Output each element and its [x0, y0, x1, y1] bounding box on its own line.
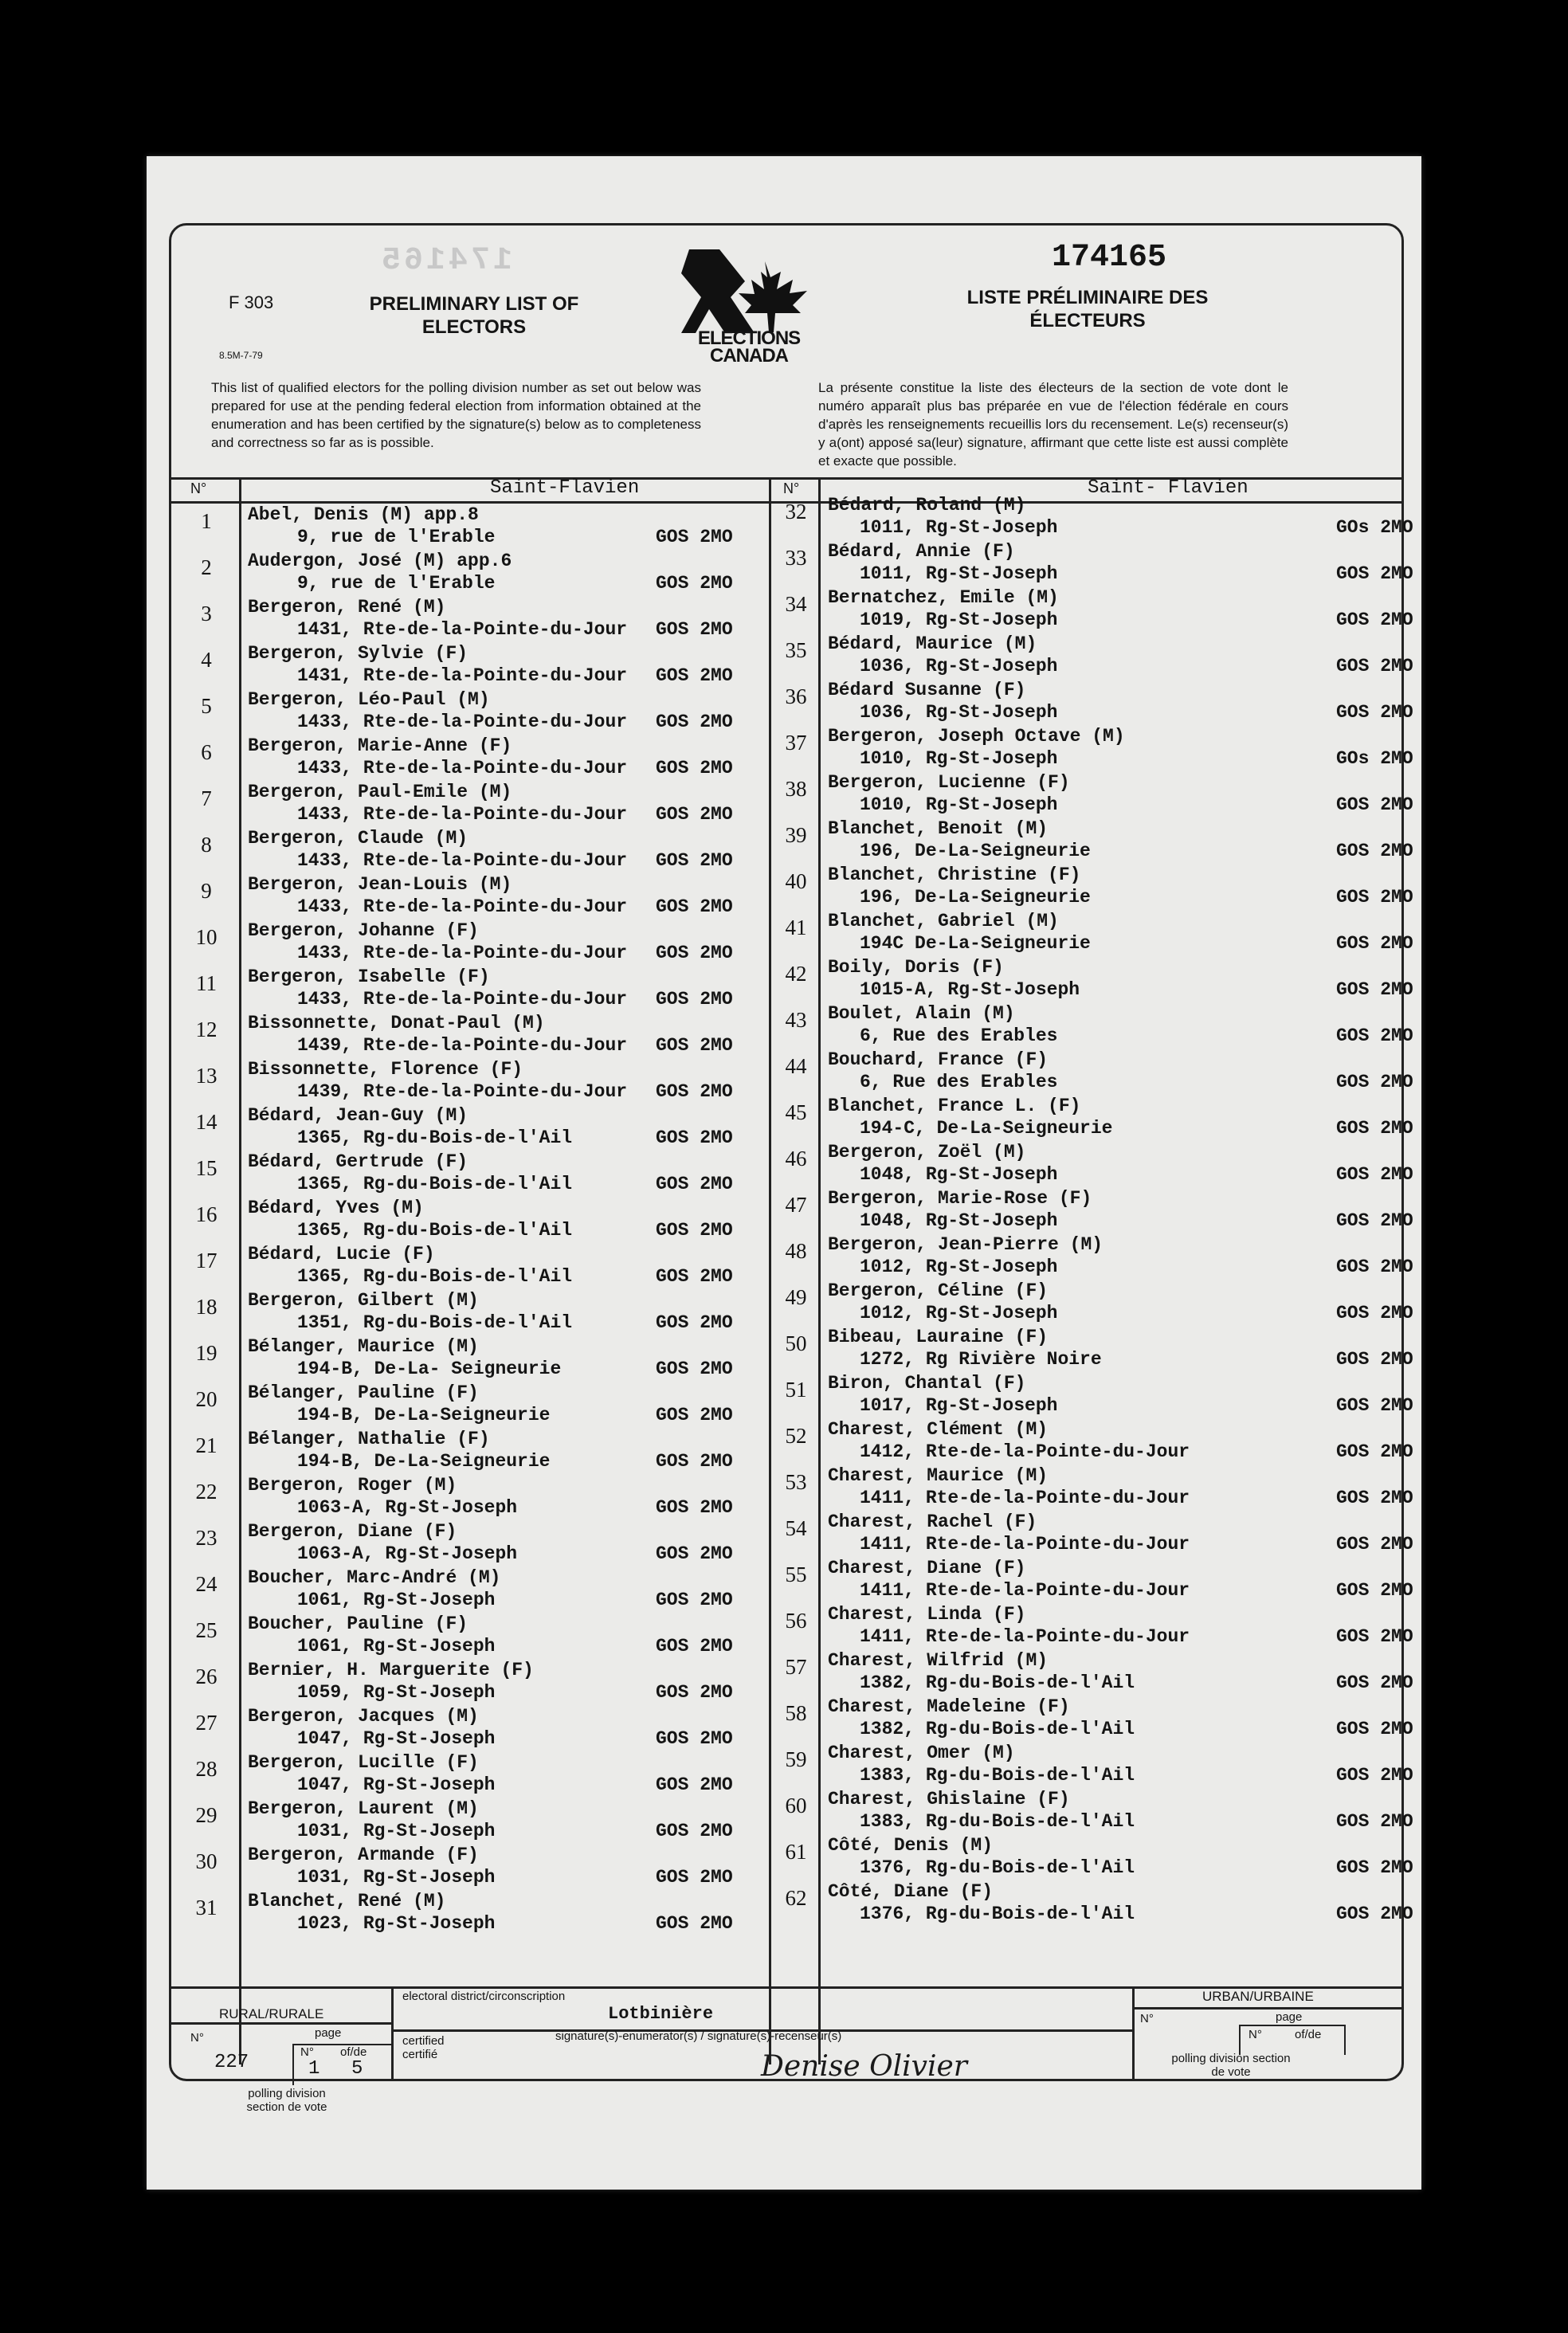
- elector-number: 32: [785, 500, 807, 523]
- elector-address: 1010, Rg-St-Joseph: [860, 794, 1058, 815]
- elector-name: Bergeron, Léo-Paul (M): [248, 689, 490, 710]
- elector-address: 1433, Rte-de-la-Pointe-du-Jour: [297, 804, 628, 825]
- elector-postal-code: GOS 2MO: [1336, 610, 1413, 630]
- elector-address: 1047, Rg-St-Joseph: [297, 1774, 496, 1795]
- elector-number: 28: [195, 1757, 218, 1781]
- elector-address: 194-B, De-La-Seigneurie: [297, 1405, 551, 1425]
- elector-name: Audergon, José (M) app.6: [248, 551, 512, 571]
- elector-postal-code: GOS 2MO: [1336, 887, 1413, 908]
- elector-name: Bergeron, Céline (F): [828, 1280, 1049, 1301]
- elector-address: 1063-A, Rg-St-Joseph: [297, 1543, 518, 1564]
- elector-number: 14: [195, 1110, 218, 1134]
- elector-number: 40: [785, 869, 807, 893]
- elector-number: 16: [195, 1202, 218, 1226]
- elector-number: 9: [201, 879, 212, 903]
- form-code: F 303: [229, 292, 274, 312]
- elector-address: 1412, Rte-de-la-Pointe-du-Jour: [860, 1441, 1190, 1462]
- elector-postal-code: GOS 2MO: [656, 1913, 733, 1934]
- elector-postal-code: GOS 2MO: [1336, 1164, 1413, 1185]
- elector-postal-code: GOS 2MO: [1336, 1118, 1413, 1139]
- elector-postal-code: GOS 2MO: [1336, 1626, 1413, 1647]
- elector-address: 1365, Rg-du-Bois-de-l'Ail: [297, 1266, 573, 1287]
- elector-postal-code: GOS 2MO: [1336, 1257, 1413, 1277]
- elector-name: Bergeron, Roger (M): [248, 1475, 457, 1496]
- elector-name: Blanchet, Gabriel (M): [828, 911, 1059, 931]
- elector-name: Bibeau, Lauraine (F): [828, 1327, 1049, 1347]
- elector-name: Boucher, Marc-André (M): [248, 1567, 501, 1588]
- elector-address: 1036, Rg-St-Joseph: [860, 656, 1058, 676]
- elector-postal-code: GOS 2MO: [1336, 1765, 1413, 1786]
- elector-address: 1010, Rg-St-Joseph: [860, 748, 1058, 769]
- elector-number: 62: [785, 1886, 807, 1910]
- elector-address: 1011, Rg-St-Joseph: [860, 563, 1058, 584]
- elector-name: Bissonnette, Donat-Paul (M): [248, 1013, 545, 1033]
- elector-address: 1012, Rg-St-Joseph: [860, 1303, 1058, 1323]
- elector-address: 1048, Rg-St-Joseph: [860, 1210, 1058, 1231]
- elector-address: 1433, Rte-de-la-Pointe-du-Jour: [297, 989, 628, 1010]
- elector-address: 1431, Rte-de-la-Pointe-du-Jour: [297, 619, 628, 640]
- elector-name: Charest, Diane (F): [828, 1558, 1026, 1578]
- elector-postal-code: GOS 2MO: [656, 1682, 733, 1703]
- elector-number: 8: [201, 833, 212, 857]
- elector-name: Côté, Denis (M): [828, 1835, 994, 1856]
- elector-postal-code: GOS 2MO: [1336, 1025, 1413, 1046]
- elector-address: 194-C, De-La-Seigneurie: [860, 1118, 1113, 1139]
- elector-name: Boucher, Pauline (F): [248, 1613, 468, 1634]
- elector-postal-code: GOS 2MO: [656, 619, 733, 640]
- right-no-header: N°: [783, 480, 800, 496]
- title-english: PRELIMINARY LIST OF ELECTORS: [369, 293, 579, 338]
- serial-number: 174165: [1052, 240, 1167, 276]
- elector-address: 1382, Rg-du-Bois-de-l'Ail: [860, 1672, 1135, 1693]
- elector-name: Bergeron, Laurent (M): [248, 1798, 479, 1819]
- elector-address: 1433, Rte-de-la-Pointe-du-Jour: [297, 943, 628, 963]
- elector-name: Bergeron, Jacques (M): [248, 1706, 479, 1727]
- elector-address: 1023, Rg-St-Joseph: [297, 1913, 496, 1934]
- elector-address: 1439, Rte-de-la-Pointe-du-Jour: [297, 1035, 628, 1056]
- elector-address: 1036, Rg-St-Joseph: [860, 702, 1058, 723]
- elector-address: 6, Rue des Erables: [860, 1025, 1058, 1046]
- page-no-label: N°: [300, 2045, 314, 2059]
- elector-number: 10: [195, 925, 218, 949]
- elector-number: 5: [201, 694, 212, 718]
- elector-address: 196, De-La-Seigneurie: [860, 841, 1091, 861]
- elector-postal-code: GOS 2MO: [656, 665, 733, 686]
- elector-number: 3: [201, 602, 212, 625]
- elections-canada-logo: [681, 249, 817, 369]
- elector-address: 1059, Rg-St-Joseph: [297, 1682, 496, 1703]
- elector-number: 56: [785, 1609, 807, 1633]
- elector-name: Blanchet, Christine (F): [828, 865, 1081, 885]
- elector-address: 1433, Rte-de-la-Pointe-du-Jour: [297, 712, 628, 732]
- elector-postal-code: GOS 2MO: [1336, 979, 1413, 1000]
- elector-number: 38: [785, 777, 807, 801]
- elector-name: Bergeron, Gilbert (M): [248, 1290, 479, 1311]
- elector-name: Bergeron, Zoël (M): [828, 1142, 1026, 1163]
- elector-name: Bergeron, Lucienne (F): [828, 772, 1070, 793]
- elector-name: Bédard, Maurice (M): [828, 633, 1037, 654]
- elector-postal-code: GOs 2MO: [1336, 748, 1413, 769]
- elector-number: 37: [785, 731, 807, 755]
- polling-number: 227: [214, 2052, 249, 2073]
- elector-postal-code: GOS 2MO: [656, 1636, 733, 1657]
- elector-number: 52: [785, 1424, 807, 1448]
- elector-name: Charest, Linda (F): [828, 1604, 1026, 1625]
- elector-address: 9, rue de l'Erable: [297, 527, 496, 547]
- urban-page-label: page: [1276, 2010, 1303, 2024]
- elector-address: 9, rue de l'Erable: [297, 573, 496, 594]
- elector-postal-code: GOS 2MO: [656, 1127, 733, 1148]
- elector-name: Bélanger, Maurice (M): [248, 1336, 479, 1357]
- footer-divider-right: [1132, 1986, 1135, 2080]
- elector-postal-code: GOS 2MO: [656, 1451, 733, 1472]
- elector-address: 1376, Rg-du-Bois-de-l'Ail: [860, 1904, 1135, 1924]
- elector-name: Charest, Ghislaine (F): [828, 1789, 1070, 1810]
- elector-number: 61: [785, 1840, 807, 1864]
- elector-number: 1: [201, 509, 212, 533]
- elector-postal-code: GOS 2MO: [1336, 656, 1413, 676]
- elector-number: 21: [195, 1433, 218, 1457]
- elector-number: 50: [785, 1331, 807, 1355]
- elector-number: 59: [785, 1747, 807, 1771]
- elector-name: Bédard, Yves (M): [248, 1198, 424, 1218]
- elector-number: 13: [195, 1064, 218, 1088]
- elector-number: 31: [195, 1896, 218, 1919]
- elector-name: Bergeron, Jean-Louis (M): [248, 874, 512, 895]
- elector-address: 1382, Rg-du-Bois-de-l'Ail: [860, 1719, 1135, 1739]
- elector-number: 19: [195, 1341, 218, 1365]
- elector-name: Bédard, Annie (F): [828, 541, 1015, 562]
- elector-postal-code: GOS 2MO: [656, 989, 733, 1010]
- elector-postal-code: GOS 2MO: [1336, 1072, 1413, 1092]
- logo-text-1: ELECTIONS: [697, 327, 801, 349]
- elector-postal-code: GOS 2MO: [656, 712, 733, 732]
- elector-address: 1017, Rg-St-Joseph: [860, 1395, 1058, 1416]
- left-no-header: N°: [190, 480, 207, 496]
- elector-postal-code: GOS 2MO: [656, 1174, 733, 1194]
- elector-name: Bergeron, Diane (F): [248, 1521, 457, 1542]
- elector-address: 194-B, De-La- Seigneurie: [297, 1359, 562, 1379]
- elector-number: 11: [196, 971, 217, 995]
- urban-no-label: N°: [1140, 2012, 1154, 2025]
- elector-number: 41: [785, 916, 807, 939]
- elector-number: 27: [195, 1711, 218, 1735]
- elector-name: Abel, Denis (M) app.8: [248, 504, 479, 525]
- elector-postal-code: GOS 2MO: [656, 896, 733, 917]
- elector-postal-code: GOS 2MO: [1336, 1672, 1413, 1693]
- urban-polling-label: polling division section de vote: [1171, 2052, 1291, 2079]
- elector-postal-code: GOS 2MO: [1336, 1904, 1413, 1924]
- elector-number: 23: [195, 1526, 218, 1550]
- elector-postal-code: GOS 2MO: [656, 1359, 733, 1379]
- elector-number: 29: [195, 1803, 218, 1827]
- elector-number: 57: [785, 1655, 807, 1679]
- elector-address: 1433, Rte-de-la-Pointe-du-Jour: [297, 896, 628, 917]
- elector-number: 17: [195, 1249, 218, 1272]
- right-locality: Saint- Flavien: [1088, 477, 1249, 499]
- elector-name: Bergeron, Joseph Octave (M): [828, 726, 1125, 747]
- elector-name: Bernier, H. Marguerite (F): [248, 1660, 534, 1680]
- elector-number: 26: [195, 1664, 218, 1688]
- electors-left-column: [171, 504, 769, 2050]
- elector-postal-code: GOS 2MO: [1336, 1395, 1413, 1416]
- elector-postal-code: GOS 2MO: [1336, 1719, 1413, 1739]
- elector-number: 39: [785, 823, 807, 847]
- elector-number: 49: [785, 1285, 807, 1309]
- enumerator-signature: Denise Olivier: [761, 2050, 967, 2083]
- elector-postal-code: GOS 2MO: [656, 1266, 733, 1287]
- ghost-serial: 174165: [378, 243, 513, 279]
- elector-address: 196, De-La-Seigneurie: [860, 887, 1091, 908]
- elector-name: Blanchet, France L. (F): [828, 1096, 1081, 1116]
- elector-number: 46: [785, 1147, 807, 1170]
- elector-address: 194C De-La-Seigneurie: [860, 933, 1091, 954]
- elector-postal-code: GOS 2MO: [656, 1035, 733, 1056]
- elector-postal-code: GOS 2MO: [1336, 1210, 1413, 1231]
- elector-postal-code: GOS 2MO: [1336, 1349, 1413, 1370]
- elector-postal-code: GOS 2MO: [656, 1497, 733, 1518]
- elector-number: 35: [785, 638, 807, 662]
- elector-postal-code: GOS 2MO: [1336, 1303, 1413, 1323]
- elector-postal-code: GOS 2MO: [656, 1590, 733, 1610]
- elector-postal-code: GOS 2MO: [1336, 1811, 1413, 1832]
- elector-postal-code: GOS 2MO: [656, 943, 733, 963]
- elector-postal-code: GOS 2MO: [656, 1728, 733, 1749]
- elector-number: 44: [785, 1054, 807, 1078]
- elector-address: 1061, Rg-St-Joseph: [297, 1590, 496, 1610]
- elector-address: 1063-A, Rg-St-Joseph: [297, 1497, 518, 1518]
- elector-address: 1011, Rg-St-Joseph: [860, 517, 1058, 538]
- elector-name: Charest, Madeleine (F): [828, 1696, 1070, 1717]
- elector-name: Bédard Susanne (F): [828, 680, 1026, 700]
- district-label: electoral district/circonscription: [402, 1990, 566, 2003]
- elector-name: Bergeron, Marie-Anne (F): [248, 735, 512, 756]
- elector-number: 36: [785, 684, 807, 708]
- elector-address: 1411, Rte-de-la-Pointe-du-Jour: [860, 1488, 1190, 1508]
- elector-number: 4: [201, 648, 212, 672]
- elector-address: 1351, Rg-du-Bois-de-l'Ail: [297, 1312, 573, 1333]
- footer-divider-left: [391, 1986, 394, 2080]
- elector-number: 33: [785, 546, 807, 570]
- elector-name: Bissonnette, Florence (F): [248, 1059, 523, 1080]
- elector-address: 1433, Rte-de-la-Pointe-du-Jour: [297, 758, 628, 778]
- elector-address: 1048, Rg-St-Joseph: [860, 1164, 1058, 1185]
- elector-name: Bernatchez, Emile (M): [828, 587, 1059, 608]
- elector-name: Bergeron, Johanne (F): [248, 920, 479, 941]
- elector-name: Charest, Wilfrid (M): [828, 1650, 1049, 1671]
- rural-rule: [171, 2022, 391, 2025]
- elector-postal-code: GOS 2MO: [1336, 1441, 1413, 1462]
- document-sheet: [147, 156, 1421, 2190]
- elector-postal-code: GOS 2MO: [1336, 933, 1413, 954]
- left-locality: Saint-Flavien: [490, 477, 640, 499]
- elector-address: 1376, Rg-du-Bois-de-l'Ail: [860, 1857, 1135, 1878]
- elector-number: 51: [785, 1378, 807, 1402]
- elector-postal-code: GOS 2MO: [656, 527, 733, 547]
- elector-number: 18: [195, 1295, 218, 1319]
- district-name: Lotbinière: [608, 2004, 714, 2024]
- elector-number: 30: [195, 1849, 218, 1873]
- elector-postal-code: GOS 2MO: [656, 1081, 733, 1102]
- page-of-label: of/de: [340, 2045, 367, 2059]
- rural-page-label: page: [315, 2026, 342, 2040]
- elector-address: 194-B, De-La-Seigneurie: [297, 1451, 551, 1472]
- elector-postal-code: GOS 2MO: [656, 1867, 733, 1888]
- elector-name: Bergeron, Armande (F): [248, 1845, 479, 1865]
- elector-name: Bédard, Gertrude (F): [248, 1151, 468, 1172]
- page-total: 5: [351, 2058, 363, 2080]
- intro-french: La présente constitue la liste des électeurs de la section de vote dont le numéro apparaît plus bas préparée en vue de l'élection fédérale en cours d'après les renseignements recueillis lors du recensement. Le(s) recenseur(s) y a(ont) apposé sa(leur) signature, affirmant que cette liste est aussi complète et exacte que possible.: [818, 380, 1288, 469]
- elector-number: 12: [195, 1018, 218, 1041]
- maple-leaf-x-icon: [681, 249, 817, 337]
- elector-postal-code: GOS 2MO: [656, 804, 733, 825]
- rural-no-label: N°: [190, 2031, 204, 2045]
- elector-name: Blanchet, Benoit (M): [828, 818, 1049, 839]
- elector-name: Charest, Maurice (M): [828, 1465, 1049, 1486]
- elector-address: 1383, Rg-du-Bois-de-l'Ail: [860, 1765, 1135, 1786]
- electors-right-column: [769, 495, 1413, 2041]
- elector-postal-code: GOS 2MO: [656, 1312, 733, 1333]
- elector-postal-code: GOS 2MO: [1336, 702, 1413, 723]
- elector-postal-code: GOS 2MO: [1336, 794, 1413, 815]
- elector-postal-code: GOs 2MO: [1336, 517, 1413, 538]
- elector-address: 1383, Rg-du-Bois-de-l'Ail: [860, 1811, 1135, 1832]
- elector-name: Bédard, Jean-Guy (M): [248, 1105, 468, 1126]
- elector-postal-code: GOS 2MO: [656, 573, 733, 594]
- elector-number: 48: [785, 1239, 807, 1263]
- elector-address: 1411, Rte-de-la-Pointe-du-Jour: [860, 1580, 1190, 1601]
- elector-number: 2: [201, 555, 212, 579]
- rural-label: RURAL/RURALE: [219, 2006, 324, 2021]
- elector-postal-code: GOS 2MO: [656, 1405, 733, 1425]
- elector-name: Bédard, Lucie (F): [248, 1244, 435, 1265]
- elector-postal-code: GOS 2MO: [656, 1821, 733, 1841]
- elector-name: Boulet, Alain (M): [828, 1003, 1015, 1024]
- logo-text-2: CANADA: [710, 345, 788, 367]
- elector-number: 25: [195, 1618, 218, 1642]
- elector-postal-code: GOS 2MO: [656, 1220, 733, 1241]
- elector-number: 6: [201, 740, 212, 764]
- signature-label: signature(s)-enumerator(s) / signature(s)-recenseur(s): [555, 2029, 842, 2043]
- print-code: 8.5M-7-79: [219, 350, 263, 361]
- elector-number: 58: [785, 1701, 807, 1725]
- elector-name: Bergeron, Jean-Pierre (M): [828, 1234, 1103, 1255]
- elector-number: 43: [785, 1008, 807, 1032]
- elector-postal-code: GOS 2MO: [1336, 1534, 1413, 1555]
- elector-address: 1365, Rg-du-Bois-de-l'Ail: [297, 1127, 573, 1148]
- elector-address: 1439, Rte-de-la-Pointe-du-Jour: [297, 1081, 628, 1102]
- elector-address: 1411, Rte-de-la-Pointe-du-Jour: [860, 1626, 1190, 1647]
- elector-name: Bergeron, Marie-Rose (F): [828, 1188, 1092, 1209]
- elector-postal-code: GOS 2MO: [656, 1543, 733, 1564]
- certified-label: certified certifié: [402, 2034, 445, 2061]
- elector-name: Bouchard, France (F): [828, 1049, 1049, 1070]
- title-french: LISTE PRÉLIMINAIRE DES ÉLECTEURS: [966, 287, 1209, 331]
- elector-number: 53: [785, 1470, 807, 1494]
- elector-address: 1365, Rg-du-Bois-de-l'Ail: [297, 1220, 573, 1241]
- elector-number: 34: [785, 592, 807, 616]
- elector-address: 1031, Rg-St-Joseph: [297, 1821, 496, 1841]
- elector-name: Boily, Doris (F): [828, 957, 1004, 978]
- elector-number: 45: [785, 1100, 807, 1124]
- elector-address: 1365, Rg-du-Bois-de-l'Ail: [297, 1174, 573, 1194]
- elector-number: 47: [785, 1193, 807, 1217]
- elector-number: 55: [785, 1563, 807, 1586]
- elector-postal-code: GOS 2MO: [656, 758, 733, 778]
- intro-english: This list of qualified electors for the polling division number as set out below was prepared for use at the pending federal election from information obtained at the enumeration and has been certified by the signature(s) below as to completeness and correctness so far as is possible.: [211, 380, 701, 450]
- elector-address: 1047, Rg-St-Joseph: [297, 1728, 496, 1749]
- elector-address: 1433, Rte-de-la-Pointe-du-Jour: [297, 850, 628, 871]
- elector-postal-code: GOS 2MO: [1336, 563, 1413, 584]
- elector-address: 1012, Rg-St-Joseph: [860, 1257, 1058, 1277]
- elector-address: 1431, Rte-de-la-Pointe-du-Jour: [297, 665, 628, 686]
- elector-name: Bergeron, Isabelle (F): [248, 967, 490, 987]
- elector-number: 42: [785, 962, 807, 986]
- page-number: 1: [308, 2058, 320, 2080]
- elector-number: 60: [785, 1794, 807, 1817]
- elector-number: 22: [195, 1480, 218, 1504]
- elector-name: Bélanger, Nathalie (F): [248, 1429, 490, 1449]
- elector-name: Bergeron, Paul-Emile (M): [248, 782, 512, 802]
- elector-name: Bergeron, René (M): [248, 597, 446, 618]
- elector-postal-code: GOS 2MO: [1336, 1488, 1413, 1508]
- elector-postal-code: GOS 2MO: [656, 1774, 733, 1795]
- elector-name: Biron, Chantal (F): [828, 1373, 1026, 1394]
- elector-number: 20: [195, 1387, 218, 1411]
- polling-division-label: polling division section de vote: [246, 2087, 327, 2114]
- elector-postal-code: GOS 2MO: [1336, 1857, 1413, 1878]
- elector-number: 24: [195, 1572, 218, 1596]
- elector-name: Charest, Rachel (F): [828, 1512, 1037, 1532]
- urban-page-no-label: N°: [1249, 2028, 1262, 2041]
- elector-name: Côté, Diane (F): [828, 1881, 994, 1902]
- form-frame: [169, 223, 1413, 2114]
- elector-number: 54: [785, 1516, 807, 1540]
- elector-name: Bergeron, Sylvie (F): [248, 643, 468, 664]
- urban-rule: [1132, 2007, 1401, 2010]
- elector-postal-code: GOS 2MO: [656, 850, 733, 871]
- elector-address: 1272, Rg Rivière Noire: [860, 1349, 1102, 1370]
- elector-name: Charest, Omer (M): [828, 1743, 1015, 1763]
- elector-name: Bédard, Roland (M): [828, 495, 1026, 516]
- elector-address: 1015-A, Rg-St-Joseph: [860, 979, 1080, 1000]
- elector-number: 7: [201, 786, 212, 810]
- urban-label: URBAN/URBAINE: [1202, 1989, 1314, 2004]
- elector-address: 6, Rue des Erables: [860, 1072, 1058, 1092]
- elector-address: 1061, Rg-St-Joseph: [297, 1636, 496, 1657]
- elector-name: Bergeron, Claude (M): [248, 828, 468, 849]
- elector-name: Bergeron, Lucille (F): [248, 1752, 479, 1773]
- elector-number: 15: [195, 1156, 218, 1180]
- elector-name: Charest, Clément (M): [828, 1419, 1049, 1440]
- elector-name: Bélanger, Pauline (F): [248, 1382, 479, 1403]
- elector-postal-code: GOS 2MO: [1336, 1580, 1413, 1601]
- elector-name: Blanchet, René (M): [248, 1891, 446, 1911]
- urban-of-label: of/de: [1295, 2028, 1322, 2041]
- elector-address: 1019, Rg-St-Joseph: [860, 610, 1058, 630]
- elector-postal-code: GOS 2MO: [1336, 841, 1413, 861]
- elector-address: 1411, Rte-de-la-Pointe-du-Jour: [860, 1534, 1190, 1555]
- elector-address: 1031, Rg-St-Joseph: [297, 1867, 496, 1888]
